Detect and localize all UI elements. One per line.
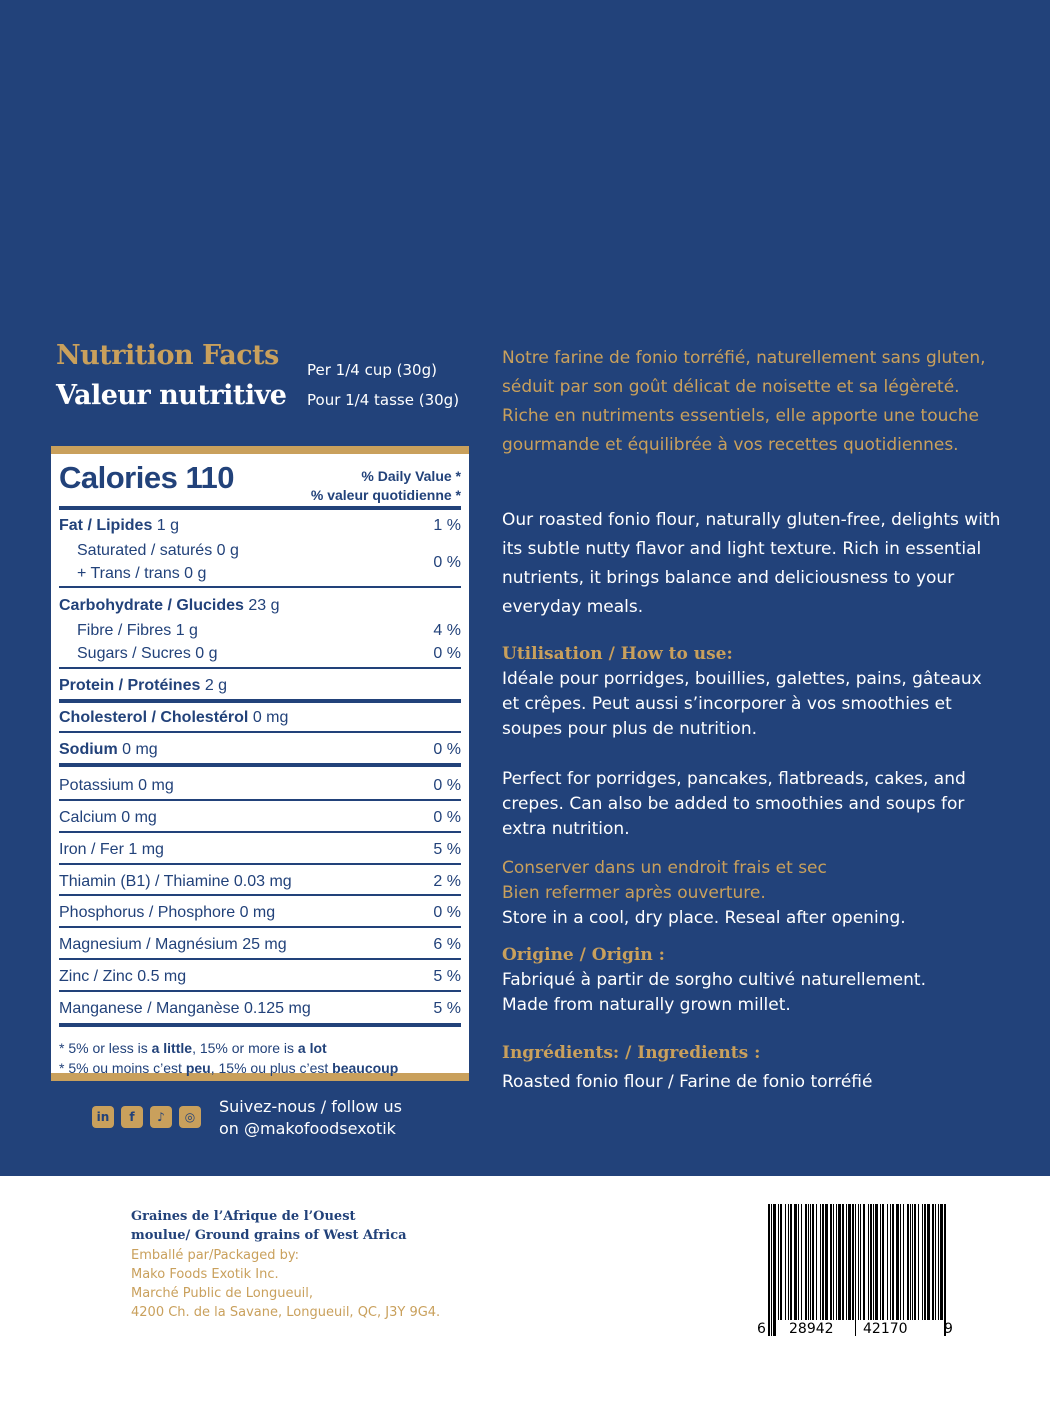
sodium-row bbox=[59, 741, 461, 759]
footnote-en-b: a little bbox=[151, 1040, 193, 1056]
sugars-row bbox=[59, 645, 461, 663]
footnote-fr bbox=[59, 1060, 461, 1076]
packager-line2: Mako Foods Exotik Inc. bbox=[131, 1267, 279, 1282]
calcium-row bbox=[59, 809, 461, 827]
barcode-digits-left: 28942 bbox=[789, 1321, 834, 1337]
footnote-fr-a: * 5% ou moins c’est bbox=[59, 1060, 186, 1076]
manganese-pct: 5 % bbox=[433, 1000, 461, 1017]
barcode-bar bbox=[846, 1204, 847, 1320]
barcode-bar bbox=[938, 1204, 939, 1320]
barcode-bar bbox=[790, 1204, 792, 1320]
barcode-bar bbox=[788, 1204, 789, 1320]
origin-en: Made from naturally grown millet. bbox=[502, 995, 791, 1015]
barcode-bar bbox=[868, 1204, 869, 1320]
origin-fr: Fabriqué à partir de sorgho cultivé naturellement. bbox=[502, 970, 926, 990]
zinc-text: Zinc / Zinc 0.5 mg bbox=[59, 968, 187, 985]
barcode-bar bbox=[785, 1204, 786, 1320]
footnote-fr-c: , 15% ou plus c’est bbox=[210, 1060, 333, 1076]
barcode-digit-first: 6 bbox=[757, 1321, 766, 1337]
potassium-row bbox=[59, 777, 461, 795]
storage-fr-1: Conserver dans un endroit frais et sec bbox=[502, 858, 827, 878]
barcode-bar bbox=[838, 1204, 841, 1320]
protein-label: Protein / Protéines bbox=[59, 677, 201, 694]
barcode-digits-right: 42170 bbox=[863, 1321, 908, 1337]
iron-text: Iron / Fer 1 mg bbox=[59, 841, 164, 858]
barcode-bar bbox=[935, 1204, 936, 1320]
protein-row bbox=[59, 677, 461, 695]
divider bbox=[59, 990, 461, 992]
origin-heading: Origine / Origin : bbox=[502, 945, 665, 965]
thick-divider bbox=[59, 699, 461, 703]
barcode-bar bbox=[808, 1204, 809, 1320]
phosphorus-pct: 0 % bbox=[433, 904, 461, 921]
manganese-text: Manganese / Manganèse 0.125 mg bbox=[59, 1000, 311, 1017]
footnote-en-d: a lot bbox=[297, 1040, 327, 1056]
divider bbox=[59, 958, 461, 960]
cholesterol-amount: 0 mg bbox=[252, 709, 289, 726]
barcode-bar bbox=[848, 1204, 851, 1320]
saturated-row: Saturated / saturés 0 g bbox=[77, 542, 239, 559]
barcode-digit-last: 9 bbox=[944, 1321, 953, 1337]
barcode-bar bbox=[896, 1204, 899, 1320]
magnesium-text: Magnesium / Magnésium 25 mg bbox=[59, 936, 287, 953]
barcode-bar bbox=[918, 1204, 919, 1320]
barcode-bar bbox=[830, 1204, 832, 1320]
barcode-bar bbox=[780, 1204, 782, 1320]
carb-amount: 23 g bbox=[248, 597, 280, 614]
tiktok-icon[interactable]: ♪ bbox=[150, 1106, 172, 1128]
magnesium-pct: 6 % bbox=[433, 936, 461, 953]
calories: Calories 110 bbox=[59, 460, 234, 495]
barcode-bar bbox=[863, 1204, 865, 1320]
barcode-icon bbox=[752, 1200, 962, 1340]
valeur-nutritive-title: Valeur nutritive bbox=[56, 380, 287, 411]
linkedin-icon[interactable]: in bbox=[92, 1106, 114, 1128]
fibre-pct: 4 % bbox=[433, 622, 461, 639]
usage-en: Perfect for porridges, pancakes, flatbreads, cakes, and crepes. Can also be added to smoothies and soups for extra nutrition. bbox=[502, 769, 966, 839]
calcium-text: Calcium 0 mg bbox=[59, 809, 157, 826]
cholesterol-row bbox=[59, 709, 461, 727]
barcode-bar bbox=[940, 1204, 943, 1320]
potassium-pct: 0 % bbox=[433, 777, 461, 794]
divider bbox=[59, 926, 461, 928]
storage-en: Store in a cool, dry place. Reseal after opening. bbox=[502, 908, 906, 928]
thiamin-pct: 2 % bbox=[433, 873, 461, 890]
daily-value-en: % Daily Value * bbox=[361, 468, 461, 484]
carb-label: Carbohydrate / Glucides bbox=[59, 597, 244, 614]
barcode-bar bbox=[875, 1204, 878, 1320]
saturated-trans-pct: 0 % bbox=[433, 554, 461, 571]
footnote-fr-b: peu bbox=[185, 1060, 211, 1076]
barcode-bar bbox=[944, 1204, 946, 1336]
thick-divider bbox=[59, 763, 461, 767]
barcode-bar bbox=[932, 1204, 934, 1320]
instagram-icon[interactable]: ◎ bbox=[179, 1106, 201, 1128]
product-desc-line1: Graines de l’Afrique de l’Ouest bbox=[131, 1209, 356, 1224]
usage-heading: Utilisation / How to use: bbox=[502, 644, 733, 664]
barcode-bar bbox=[860, 1204, 861, 1320]
trans-row: + Trans / trans 0 g bbox=[77, 565, 207, 582]
facebook-icon[interactable]: f bbox=[121, 1106, 143, 1128]
divider bbox=[59, 799, 461, 801]
barcode-bar bbox=[890, 1204, 891, 1320]
barcode-bar bbox=[842, 1204, 844, 1320]
fat-pct: 1 % bbox=[433, 517, 461, 534]
sugars-text: Sugars / Sucres 0 g bbox=[77, 645, 218, 662]
footnote-en-c: , 15% or more is bbox=[192, 1040, 298, 1056]
packager-info bbox=[131, 1246, 440, 1322]
packager-line1: Emballé par/Packaged by: bbox=[131, 1248, 300, 1263]
iron-pct: 5 % bbox=[433, 841, 461, 858]
barcode-bar bbox=[801, 1204, 802, 1320]
footnote-en bbox=[59, 1040, 461, 1056]
fibre-row bbox=[59, 622, 461, 640]
packager-line4: 4200 Ch. de la Savane, Longueuil, QC, J3Y 9G4. bbox=[131, 1305, 441, 1320]
fibre-text: Fibre / Fibres 1 g bbox=[77, 622, 198, 639]
sodium-amount: 0 mg bbox=[122, 741, 158, 758]
follow-line1: Suivez-nous / follow us bbox=[219, 1097, 402, 1116]
barcode-bar bbox=[880, 1204, 881, 1320]
nutrition-facts-title: Nutrition Facts bbox=[56, 340, 279, 371]
barcode-bar bbox=[820, 1204, 821, 1320]
barcode-bar bbox=[900, 1204, 901, 1320]
barcode-bar bbox=[771, 1204, 772, 1336]
follow-us bbox=[219, 1096, 402, 1140]
daily-value-fr: % valeur quotidienne * bbox=[310, 487, 461, 503]
barcode-bar bbox=[882, 1204, 884, 1320]
barcode-bar bbox=[794, 1204, 797, 1320]
protein-amount: 2 g bbox=[204, 677, 228, 694]
barcode-bar bbox=[825, 1204, 828, 1320]
description-en: Our roasted fonio flour, naturally gluten-free, delights with its subtle nutty flavor and light texture. Rich in essential nutrients, it brings balance and deliciousness to your everyday meals. bbox=[502, 510, 1001, 617]
thick-divider bbox=[59, 1023, 461, 1027]
cholesterol-label: Cholesterol / Cholestérol bbox=[59, 709, 249, 726]
footnote-en-a: * 5% or less is bbox=[59, 1040, 152, 1056]
potassium-text: Potassium 0 mg bbox=[59, 777, 174, 794]
serving-size-en: Per 1/4 cup (30g) bbox=[307, 361, 437, 379]
barcode-bar bbox=[922, 1204, 923, 1320]
sugars-pct: 0 % bbox=[433, 645, 461, 662]
barcode-bar bbox=[924, 1204, 926, 1320]
fat-row bbox=[59, 517, 461, 535]
thiamin-text: Thiamin (B1) / Thiamine 0.03 mg bbox=[59, 873, 292, 890]
barcode-bar bbox=[798, 1204, 799, 1320]
footnote-fr-d: beaucoup bbox=[332, 1060, 399, 1076]
iron-row bbox=[59, 841, 461, 859]
barcode-bar bbox=[773, 1204, 776, 1336]
nutrition-panel bbox=[51, 446, 469, 1081]
fat-amount: 1 g bbox=[156, 517, 180, 534]
social-icons bbox=[92, 1106, 201, 1128]
thiamin-row bbox=[59, 873, 461, 891]
barcode-bar bbox=[833, 1204, 834, 1320]
description-fr: Notre farine de fonio torréfié, naturellement sans gluten, séduit par son goût délicat de noisette et sa légèreté. Riche en nutriments essentiels, elle apporte une touche gourmande et équilibrée à vos recettes quotidiennes. bbox=[502, 348, 986, 455]
barcode-bar bbox=[810, 1204, 811, 1320]
barcode-bar bbox=[805, 1204, 807, 1320]
barcode-bar bbox=[816, 1204, 817, 1320]
carb-row bbox=[59, 597, 461, 615]
barcode-bar bbox=[892, 1204, 894, 1320]
ingredients-heading: Ingrédients: / Ingredients : bbox=[502, 1043, 761, 1063]
barcode-bar bbox=[768, 1204, 770, 1336]
ingredients-text: Roasted fonio flour / Farine de fonio torréfié bbox=[502, 1072, 873, 1092]
barcode-bar bbox=[852, 1204, 854, 1320]
barcode-bar bbox=[858, 1204, 859, 1320]
barcode-bar bbox=[836, 1204, 837, 1320]
barcode-bar bbox=[778, 1204, 779, 1320]
barcode-bar bbox=[873, 1204, 874, 1320]
barcode-bar bbox=[822, 1204, 824, 1320]
sodium-pct: 0 % bbox=[433, 741, 461, 758]
barcode-bar bbox=[870, 1204, 872, 1320]
zinc-pct: 5 % bbox=[433, 968, 461, 985]
barcode-bar bbox=[910, 1204, 911, 1320]
barcode-bar bbox=[887, 1204, 888, 1320]
serving-size-fr: Pour 1/4 tasse (30g) bbox=[307, 391, 460, 409]
product-description bbox=[131, 1207, 407, 1245]
barcode-bar bbox=[855, 1204, 856, 1336]
divider bbox=[59, 667, 461, 669]
product-desc-line2: moulue/ Ground grains of West Africa bbox=[131, 1228, 407, 1243]
phosphorus-text: Phosphorus / Phosphore 0 mg bbox=[59, 904, 276, 921]
barcode-bar bbox=[912, 1204, 913, 1320]
usage-fr: Idéale pour porridges, bouillies, galettes, pains, gâteaux et crêpes. Peut aussi s’incorporer à vos smoothies et soupes pour plus de nutrition. bbox=[502, 669, 982, 739]
barcode-bar bbox=[907, 1204, 909, 1320]
divider bbox=[59, 863, 461, 865]
barcode-bar bbox=[927, 1204, 930, 1320]
sodium-label: Sodium bbox=[59, 741, 118, 758]
barcode-bar bbox=[914, 1204, 916, 1320]
zinc-row bbox=[59, 968, 461, 986]
magnesium-row bbox=[59, 936, 461, 954]
packager-line3: Marché Public de Longueuil, bbox=[131, 1286, 314, 1301]
thick-divider bbox=[59, 506, 461, 510]
calcium-pct: 0 % bbox=[433, 809, 461, 826]
divider bbox=[59, 731, 461, 733]
storage-fr-2: Bien refermer après ouverture. bbox=[502, 883, 766, 903]
divider bbox=[59, 831, 461, 833]
manganese-row bbox=[59, 1000, 461, 1018]
phosphorus-row bbox=[59, 904, 461, 922]
divider bbox=[59, 894, 461, 896]
fat-label: Fat / Lipides bbox=[59, 517, 153, 534]
barcode-bar bbox=[903, 1204, 904, 1320]
divider bbox=[59, 586, 461, 588]
follow-line2: on @makofoodsexotik bbox=[219, 1119, 396, 1138]
barcode-bar bbox=[812, 1204, 814, 1320]
